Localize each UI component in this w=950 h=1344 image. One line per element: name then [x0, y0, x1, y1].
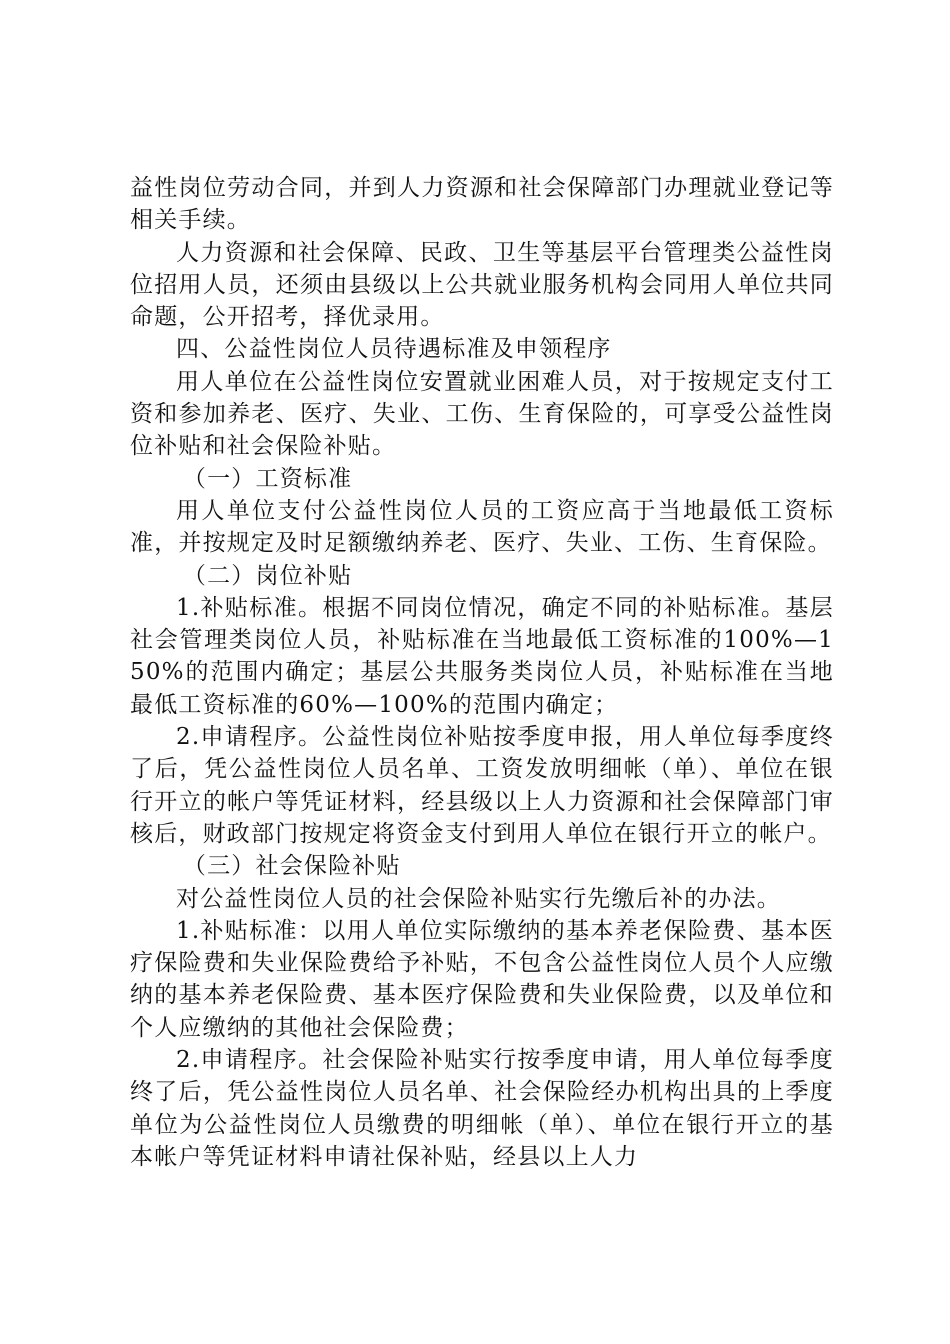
subsection-heading-3: （三）社会保险补贴: [182, 853, 401, 880]
paragraph-2: 人力资源和社会保障、民政、卫生等基层平台管理类公益性岗位招用人员，还须由县级以上公共就业服务机构会同用人单位共同命题，公开招考，择优录用。: [130, 239, 834, 331]
paragraph-4: 用人单位支付公益性岗位人员的工资应高于当地最低工资标准，并按规定及时足额缴纳养老、医疗、失业、工伤、生育保险。: [130, 497, 834, 557]
document-page: [130, 172, 834, 1173]
paragraph-5: 1.补贴标准。根据不同岗位情况，确定不同的补贴标准。基层社会管理类岗位人员，补贴标准在当地最低工资标准的100%—150%的范围内确定；基层公共服务类岗位人员，补贴标准在当地最低工资标准的60%—100%的范围内确定；: [130, 594, 834, 718]
paragraph-9: 2.申请程序。社会保险补贴实行按季度申请，用人单位每季度终了后，凭公益性岗位人员名单、社会保险经办机构出具的上季度单位为公益性岗位人员缴费的明细帐（单）、单位在银行开立的基本帐户等凭证材料申请社保补贴，经县以上人力: [130, 1047, 834, 1170]
subsection-heading-1: （一）工资标准: [182, 465, 353, 492]
section-heading-4: 四、公益性岗位人员待遇标准及申领程序: [176, 336, 612, 363]
paragraph-6: 2.申请程序。公益性岗位补贴按季度申报，用人单位每季度终了后，凭公益性岗位人员名单、工资发放明细帐（单）、单位在银行开立的帐户等凭证材料，经县级以上人力资源和社会保障部门审核后，财政部门按规定将资金支付到用人单位在银行开立的帐户。: [130, 724, 834, 847]
paragraph-3: 用人单位在公益性岗位安置就业困难人员，对于按规定支付工资和参加养老、医疗、失业、工伤、生育保险的，可享受公益性岗位补贴和社会保险补贴。: [130, 368, 834, 460]
paragraph-1: 益性岗位劳动合同，并到人力资源和社会保障部门办理就业登记等相关手续。: [130, 175, 834, 234]
subsection-heading-2: （二）岗位补贴: [182, 562, 353, 589]
paragraph-7: 对公益性岗位人员的社会保险补贴实行先缴后补的办法。: [176, 885, 781, 912]
paragraph-8: 1.补贴标准：以用人单位实际缴纳的基本养老保险费、基本医疗保险费和失业保险费给予补贴，不包含公益性岗位人员个人应缴纳的基本养老保险费、基本医疗保险费和失业保险费，以及单位和个人应缴纳的其他社会保险费；: [130, 917, 834, 1041]
